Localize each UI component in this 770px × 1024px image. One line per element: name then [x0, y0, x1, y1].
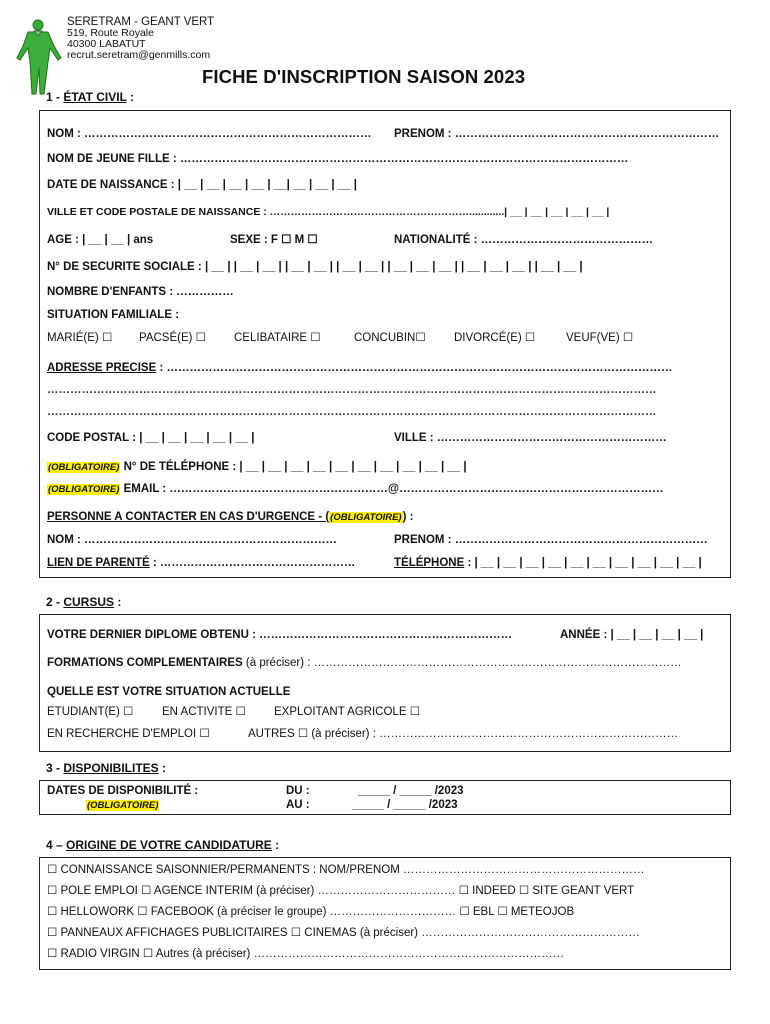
option-marie[interactable]: MARIÉ(E) ☐	[47, 332, 113, 344]
section-2-heading	[46, 595, 121, 609]
urgence-end: ) :	[402, 511, 414, 523]
telephone-field[interactable]	[47, 460, 467, 475]
email-label: EMAIL : …………………………………………………@……………………………………………………………	[120, 483, 664, 495]
option-pacse[interactable]: PACSÉ(E) ☐	[139, 332, 206, 344]
ville-field[interactable]: VILLE : ……………………………………………………	[394, 432, 667, 444]
du-label: DU :	[286, 785, 310, 797]
email-field[interactable]	[47, 482, 664, 497]
section-colon: :	[158, 761, 167, 775]
option-divorce[interactable]: DIVORCÉ(E) ☐	[454, 332, 536, 344]
diplome-field[interactable]: VOTRE DERNIER DIPLOME OBTENU : …………………………………………………………	[47, 629, 513, 641]
etat-civil-box	[39, 110, 731, 578]
age-field[interactable]: AGE : | __ | __ | ans	[47, 234, 154, 246]
formations-dots: (à préciser) : ……………………………………………………………………………………	[242, 657, 682, 669]
adresse-label: ADRESSE PRECISE	[47, 362, 157, 374]
company-address-street: 519, Route Royale	[67, 27, 154, 39]
origine-line-pole-emploi[interactable]: ☐ POLE EMPLOI ☐ AGENCE INTERIM (à préciser) ……………………………… ☐ INDEED ☐ SITE GEANT VERT	[47, 885, 635, 897]
option-exploitant-agricole[interactable]: EXPLOITANT AGRICOLE ☐	[274, 706, 421, 718]
section-title: ORIGINE DE VOTRE CANDIDATURE	[66, 838, 272, 852]
urgence-telephone-field[interactable]	[394, 556, 702, 570]
section-number: 1 -	[46, 90, 64, 104]
urgence-prenom-field[interactable]: PRENOM : …………………………………………………………	[394, 534, 708, 546]
section-colon: :	[114, 595, 122, 609]
section-4-heading	[46, 838, 279, 852]
section-colon: :	[126, 90, 135, 104]
urgence-nom-field[interactable]: NOM : …………………………………………………………	[47, 534, 338, 546]
section-number: 2 -	[46, 595, 64, 609]
section-title: CURSUS	[63, 595, 115, 609]
option-celibataire[interactable]: CELIBATAIRE ☐	[234, 332, 321, 344]
tel-boxes: : | __ | __ | __ | __ | __ | __ | __ | __ | __ | __ |	[464, 557, 702, 569]
origine-line-panneaux[interactable]: ☐ PANNEAUX AFFICHAGES PUBLICITAIRES ☐ CINEMAS (à préciser) …………………………………………………	[47, 927, 640, 939]
du-date-field[interactable]: _____ / _____ /2023	[358, 785, 464, 797]
section-title: ÉTAT CIVIL	[63, 90, 127, 104]
company-email: recrut.seretram@genmills.com	[67, 49, 211, 61]
obligatoire-badge: (OBLIGATOIRE)	[330, 512, 402, 523]
company-header	[67, 17, 214, 61]
company-name: SERETRAM - GEANT VERT	[67, 16, 215, 28]
option-veuf[interactable]: VEUF(VE) ☐	[566, 332, 634, 344]
nombre-enfants-field[interactable]: NOMBRE D'ENFANTS : ……………	[47, 286, 234, 298]
nom-field[interactable]: NOM : …………………………………………………………………	[47, 128, 372, 140]
prenom-field[interactable]: PRENOM : ……………………………………………………………	[394, 128, 720, 140]
company-address-city: 40300 LABATUT	[67, 38, 146, 50]
tel-label: TÉLÉPHONE	[394, 557, 465, 569]
annee-field[interactable]: ANNÉE : | __ | __ | __ | __ |	[560, 629, 704, 641]
lien-label: LIEN DE PARENTÉ	[47, 557, 150, 569]
disponibilites-box	[39, 780, 731, 815]
code-postal-field[interactable]: CODE POSTAL : | __ | __ | __ | __ | __ |	[47, 432, 255, 444]
origine-line-hellowork[interactable]: ☐ HELLOWORK ☐ FACEBOOK (à préciser le groupe) …………………………… ☐ EBL ☐ METEOJOB	[47, 906, 575, 918]
au-date-field[interactable]: _____ / _____ /2023	[352, 799, 458, 811]
obligatoire-text: (OBLIGATOIRE)	[87, 800, 159, 811]
page-title: FICHE D'INSCRIPTION SAISON 2023	[202, 66, 526, 87]
obligatoire-badge: (OBLIGATOIRE)	[48, 462, 120, 473]
urgence-label: PERSONNE A CONTACTER EN CAS D'URGENCE -	[47, 511, 326, 523]
obligatoire-badge	[86, 798, 159, 813]
dates-disponibilite-label: DATES DE DISPONIBILITÉ :	[47, 785, 199, 797]
section-colon: :	[271, 838, 280, 852]
cursus-box	[39, 614, 731, 752]
ville-naissance-field[interactable]: VILLE ET CODE POSTALE DE NAISSANCE : …………………………………………………............| __ | __ | __ | __ | __ |	[47, 206, 610, 218]
green-giant-logo	[14, 16, 64, 96]
section-number: 3 -	[46, 761, 64, 775]
adresse-dots: : ……………………………………………………………………………………………………………………	[156, 362, 673, 374]
nationalite-field[interactable]: NATIONALITÉ : ………………………………………	[394, 234, 654, 246]
adresse-line-3[interactable]: ……………………………………………………………………………………………………………………………………………	[47, 406, 657, 418]
formations-label: FORMATIONS COMPLEMENTAIRES	[47, 657, 243, 669]
option-concubin[interactable]: CONCUBIN☐	[354, 332, 426, 344]
date-naissance-field[interactable]: DATE DE NAISSANCE : | __ | __ | __ | __ | __| __ | __ | __ |	[47, 179, 357, 191]
securite-sociale-field[interactable]: N° DE SECURITE SOCIALE : | __ | | __ | __ | | __ | __ | | __ | __ | | __ | __ | __ | | __ | __ | __ | | __ | __ |	[47, 261, 583, 273]
sexe-field[interactable]: SEXE : F ☐ M ☐	[230, 234, 318, 246]
option-etudiant[interactable]: ETUDIANT(E) ☐	[47, 706, 134, 718]
au-label: AU :	[286, 799, 310, 811]
situation-actuelle-label: QUELLE EST VOTRE SITUATION ACTUELLE	[47, 686, 291, 698]
telephone-label: N° DE TÉLÉPHONE : | __ | __ | __ | __ | __ | __ | __ | __ | __ | __ |	[120, 461, 467, 473]
nom-jeune-fille-field[interactable]: NOM DE JEUNE FILLE : ………………………………………………………………………………………………………	[47, 153, 629, 165]
adresse-line-2[interactable]: ……………………………………………………………………………………………………………………………………………	[47, 384, 657, 396]
situation-familiale-label: SITUATION FAMILIALE :	[47, 309, 180, 321]
section-title: DISPONIBILITES	[63, 761, 159, 775]
obligatoire-badge: (OBLIGATOIRE)	[48, 484, 120, 495]
option-recherche-emploi[interactable]: EN RECHERCHE D'EMPLOI ☐	[47, 728, 210, 740]
option-autres[interactable]: AUTRES ☐ (à préciser) : ……………………………………………………………………	[248, 728, 679, 740]
option-en-activite[interactable]: EN ACTIVITE ☐	[162, 706, 246, 718]
formations-field[interactable]	[47, 656, 682, 670]
urgence-heading: PERSONNE A CONTACTER EN CAS D'URGENCE - ((OBLIGATOIRE)) :	[47, 511, 414, 523]
origine-line-connaissance[interactable]: ☐ CONNAISSANCE SAISONNIER/PERMANENTS : NOM/PRENOM ………………………………………………………	[47, 864, 645, 876]
adresse-field[interactable]	[47, 361, 673, 375]
lien-dots: : ……………………………………………	[149, 557, 356, 569]
origine-candidature-box	[39, 857, 731, 970]
origine-line-radio[interactable]: ☐ RADIO VIRGIN ☐ Autres (à préciser) ………………………………………………………………………	[47, 948, 565, 960]
lien-parente-field[interactable]	[47, 556, 355, 570]
section-3-heading	[46, 761, 166, 775]
section-number: 4 –	[46, 838, 67, 852]
section-1-heading	[46, 90, 134, 104]
